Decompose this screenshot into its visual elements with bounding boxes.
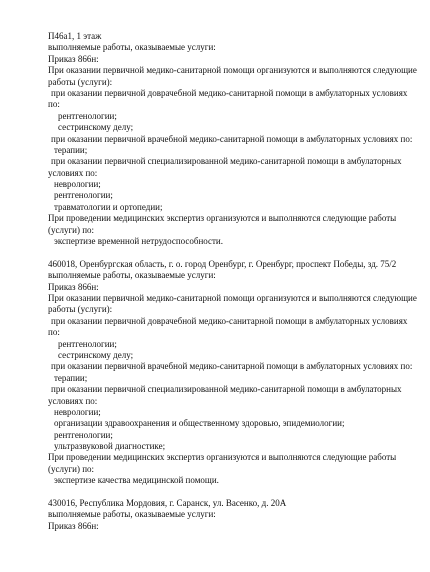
block-heading-line: 430016, Республика Мордовия, г. Саранск, ул. Васенко, д. 20А xyxy=(48,498,287,509)
text-line: неврологии; xyxy=(54,179,101,190)
text-line: Приказ 866н: xyxy=(48,520,99,531)
text-line: выполняемые работы, оказываемые услуги: xyxy=(48,42,216,53)
block-spacer xyxy=(48,247,402,258)
text-line: при оказании первичной специализированной медико-санитарной помощи в амбулаторных xyxy=(51,384,402,395)
text-line: Приказ 866н: xyxy=(48,281,99,292)
text-line: по: xyxy=(48,327,60,338)
text-line: выполняемые работы, оказываемые услуги: xyxy=(48,270,216,281)
text-line: работы (услуги): xyxy=(48,304,113,315)
text-line: травматологии и ортопедии; xyxy=(54,201,163,212)
block-heading-line: П46а1, 1 этаж xyxy=(48,31,102,41)
block-spacer xyxy=(48,487,402,498)
text-line: при оказании первичной доврачебной медико-санитарной помощи в амбулаторных условиях xyxy=(51,315,408,326)
text-line: рентгенологии; xyxy=(54,429,113,440)
text-line: сестринскому делу; xyxy=(58,122,134,133)
text-line: При оказании первичной медико-санитарной помощи организуются и выполняются следующие xyxy=(48,65,417,76)
text-line: при оказании первичной доврачебной медико-санитарной помощи в амбулаторных условиях xyxy=(51,87,408,98)
text-line: экспертизе качества медицинской помощи. xyxy=(54,475,219,486)
text-line: При проведении медицинских экспертиз организуются и выполняются следующие работы xyxy=(48,213,397,224)
text-line: рентгенологии; xyxy=(58,110,117,121)
text-line: при оказании первичной врачебной медико-санитарной помощи в амбулаторных условиях по: xyxy=(51,361,413,372)
text-line: экспертизе временной нетрудоспособности. xyxy=(54,236,223,247)
text-line: по: xyxy=(48,99,60,110)
text-line: терапии; xyxy=(54,144,88,155)
text-line: При оказании первичной медико-санитарной помощи организуются и выполняются следующие xyxy=(48,292,417,303)
license-address-block xyxy=(48,498,402,532)
license-address-block xyxy=(48,31,417,247)
text-line: терапии; xyxy=(54,372,88,383)
text-line: при оказании первичной специализированной медико-санитарной помощи в амбулаторных xyxy=(51,156,402,167)
text-line: При проведении медицинских экспертиз организуются и выполняются следующие работы xyxy=(48,452,397,463)
license-address-block xyxy=(48,258,417,487)
text-line: условиях по: xyxy=(48,167,98,178)
text-line: (услуги) по: xyxy=(48,463,95,474)
text-line: ультразвуковой диагностике; xyxy=(54,441,166,452)
text-line: работы (услуги): xyxy=(48,76,113,87)
text-line: условиях по: xyxy=(48,395,98,406)
text-line: неврологии; xyxy=(54,406,101,417)
text-line: Приказ 866н: xyxy=(48,53,99,64)
text-line: рентгенологии; xyxy=(58,338,117,349)
text-line: (услуги) по: xyxy=(48,224,95,235)
text-line: сестринскому делу; xyxy=(58,349,134,360)
text-line: выполняемые работы, оказываемые услуги: xyxy=(48,509,216,520)
text-line: рентгенологии; xyxy=(54,190,113,201)
block-heading-line: 460018, Оренбургская область, г. о. город Оренбург, г. Оренбург, проспект Победы, зд. 75/2 xyxy=(48,258,397,269)
text-line: при оказании первичной врачебной медико-санитарной помощи в амбулаторных условиях по: xyxy=(51,133,413,144)
text-line: организации здравоохранения и общественному здоровью, эпидемиологии; xyxy=(54,418,345,429)
